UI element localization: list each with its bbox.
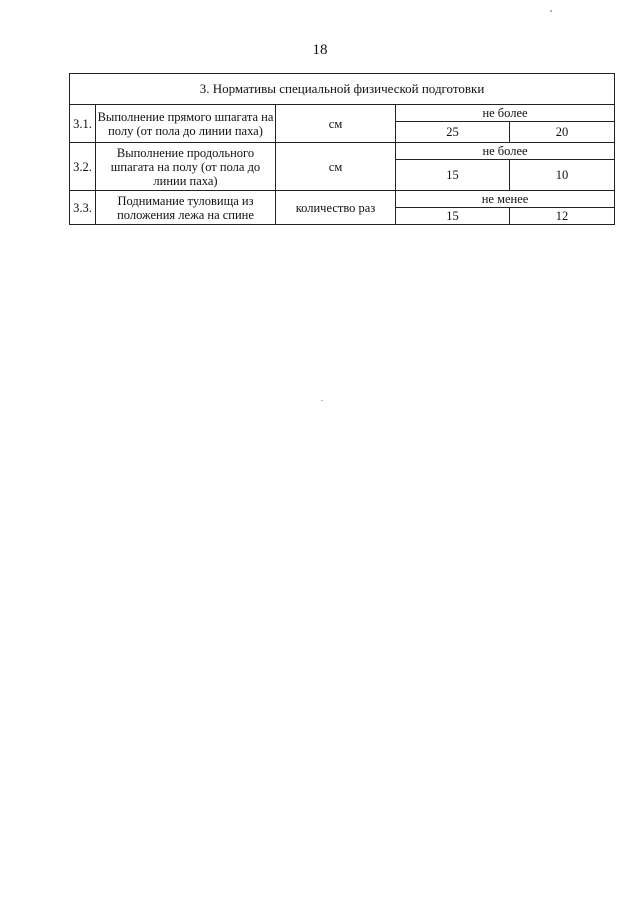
unit-cell: см <box>276 105 396 143</box>
value-cell: 20 <box>510 122 615 143</box>
section-title: 3. Нормативы специальной физической подготовки <box>70 74 615 105</box>
scan-speck <box>550 10 552 12</box>
value-cell: 10 <box>510 160 615 191</box>
table-section-row <box>70 74 615 105</box>
norms-table <box>69 73 615 225</box>
row-number: 3.3. <box>70 191 96 225</box>
value-cell: 15 <box>396 208 510 225</box>
value-cell: 25 <box>396 122 510 143</box>
condition-cell: не менее <box>396 191 615 208</box>
row-number: 3.1. <box>70 105 96 143</box>
exercise-name: Поднимание туловища из положения лежа на спине <box>96 191 276 225</box>
condition-cell: не более <box>396 105 615 122</box>
condition-cell: не более <box>396 143 615 160</box>
table-row <box>70 143 615 160</box>
table-row <box>70 105 615 122</box>
page-number: 18 <box>312 42 328 58</box>
unit-cell: см <box>276 143 396 191</box>
scan-speck <box>321 400 323 401</box>
exercise-name: Выполнение прямого шпагата на полу (от пола до линии паха) <box>96 105 276 143</box>
exercise-name: Выполнение продольного шпагата на полу (от пола до линии паха) <box>96 143 276 191</box>
unit-cell: количество раз <box>276 191 396 225</box>
value-cell: 12 <box>510 208 615 225</box>
value-cell: 15 <box>396 160 510 191</box>
table-row <box>70 191 615 208</box>
row-number: 3.2. <box>70 143 96 191</box>
